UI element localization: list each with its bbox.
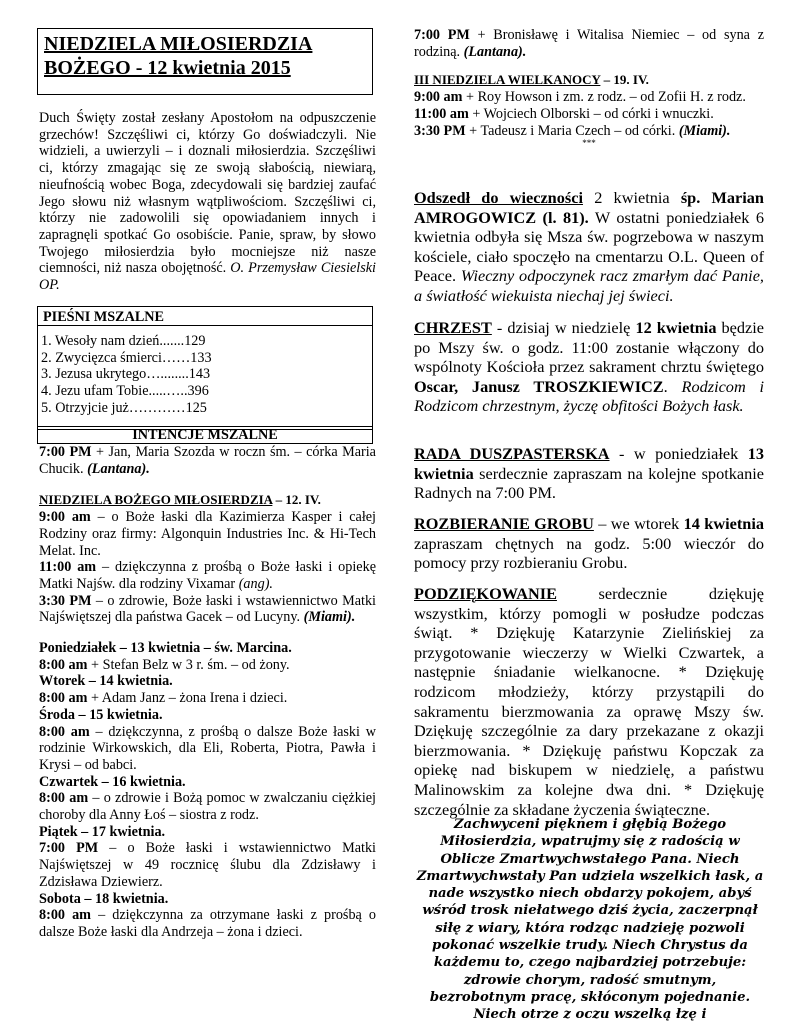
day-heading: Czwartek – 16 kwietnia.	[39, 773, 186, 790]
intention-entry: 8:00 am – dziękczynna, z prośbą o dalsze Boże łaski w rodzinie Wirkowskich, dla Eli, Roberta, Piotra, Pawła i Krysi – od babci.	[39, 723, 376, 773]
thanks-notice: PODZIĘKOWANIE serdecznie dziękuję wszystkim, którzy pomogli w posłudze podczas świąt. * Dziękuję Katarzynie Zielińskiej za przygotowanie wieczerzy w Wielki Czwartek, a następnie śniadanie wielkanocne. * Dziękuję rodzicom młodzieży, którzy przystąpili do sakramentu bierzmowania za oprawę Mszy św. Dziękuję szczególnie za dary przekazane z okazji bierzmowania. * Dziękuję państwu Kopczak za opiekę nad biskupem w niedzielę, a państwu Malinowskim za kolejne dwa dni. * Dziękuję szczególnie za składane życzenia świąteczne.	[414, 584, 764, 819]
hymn-item: 3. Jezusa ukrytego…........143	[41, 366, 211, 383]
bulletin-title-line1: NIEDZIELA MIŁOSIERDZIA	[44, 33, 313, 55]
intention-entry: 11:00 am + Wojciech Olborski – od córki i wnuczki.	[414, 105, 714, 122]
bulletin-title-box	[37, 28, 373, 95]
hymn-item: 2. Zwycięzca śmierci……133	[41, 349, 212, 366]
intention-entry: 3:30 PM – o zdrowie, Boże łaski i wstawiennictwo Matki Najświętszej dla państwa Gacek – od Lucyny. (Miami).	[39, 592, 376, 626]
intro-author: O. Przemysław Ciesielski OP.	[39, 260, 377, 294]
intro-text: Duch Święty został zesłany Apostołom na odpuszczenie grzechów! Szczęśliwi ci, którzy Go doświadczyli. Nie widzieli, a uwierzyli – i doznali miłosierdzia. Szczęśliwi ci, którzy zmagając się ze swoją słabością, niewiarą, nieufnością wobec Boga, zdecydowali się bardziej zaufać Jego słowu niż własnym wątpliwościom. Szczęśliwi ci, którzy nie zadowolili się opowiadaniem innych i zapragnęli spotkać Go osobiście. Panie, spraw, by słowo Twojego miłosierdzia było mocniejsze niż nasze ciemności, niż nasza obojętność.	[39, 110, 376, 277]
hymn-item: 5. Otrzyjcie już…………125	[41, 399, 207, 416]
intention-entry: 8:00 am + Adam Janz – żona Irena i dzieci.	[39, 690, 288, 707]
day-heading: Wtorek – 14 kwietnia.	[39, 673, 173, 690]
intention-entry: 7:00 PM + Jan, Maria Szozda w roczn śm. – córka Maria Chucik. (Lantana).	[39, 444, 376, 477]
intention-entry: 7:00 PM + Bronisławę i Witalisa Niemiec – od syna z rodziną. (Lantana).	[414, 27, 764, 60]
death-notice: Odszedł do wieczności 2 kwietnia śp. Marian AMROGOWICZ (l. 81). W ostatni poniedziałek 6 kwietnia odbyła się Msza św. pogrzebowa w naszym kościele, ciało spoczęło na cmentarzu O.L. Queen of Peace. Wieczny odpoczynek racz zmarłym dać Panie, a światłość wiekuista niechaj jej świeci.	[414, 188, 765, 305]
closing-wishes: Zachwyceni pięknem i głębią Bożego Miłosierdzia, wpatrujmy się z radością w Oblicze Zmartwychwstałego Pana. Niech Zmartwychwstały Pan udziela wszelkich łask, a nade wszystko niech obdarzy pokojem, abyś wśród trosk niełatwego dziś życia, zaczerpnął siłę z wiary, która rodząc nadzieję pozwoli pokonać wszelkie trudy. Niech Chrystus da każdemu to, czego najbardziej potrzebuje: zdrowie chorym, radość smutnym, bezrobotnym pracę, skłóconym pojednanie. Niech otrze z oczu wszelką łzę i	[416, 817, 764, 1023]
intro-reflection	[39, 110, 376, 294]
separator-stars: ***	[582, 138, 596, 149]
right-intentions	[414, 27, 764, 148]
intention-entry: 8:00 am + Stefan Belz w 3 r. śm. – od żony.	[39, 656, 290, 673]
intention-entry: 9:00 am + Roy Howson i zm. z rodz. – od Zofii H. z rodz.	[414, 89, 746, 106]
hymn-item: 1. Wesoły nam dzień.......129	[41, 333, 206, 349]
intention-entry: 8:00 am – o zdrowie i Bożą pomoc w zwalczaniu ciężkiej choroby dla Anny Łoś – siostra z rodz.	[39, 790, 376, 824]
hymns-heading: PIEŚNI MSZALNE	[38, 307, 372, 326]
bulletin-title-line2: BOŻEGO - 12 kwietnia 2015	[44, 57, 291, 79]
intention-entry: 8:00 am – dziękczynna za otrzymane łaski z prośbą o dalsze Boże łaski dla Andrzeja – żona i dzieci.	[39, 907, 377, 940]
baptism-notice: CHRZEST - dzisiaj w niedzielę 12 kwietnia będzie po Mszy św. o godz. 11:00 zostanie włączony do wspólnoty Kościoła przez sakrament chrztu świętego Oscar, Janusz TROSZKIEWICZ. Rodzicom i Rodzicom chrzestnym, życzę obfitości Bożych łask.	[414, 318, 765, 416]
day-heading: Sobota – 18 kwietnia.	[39, 890, 169, 907]
sunday-heading: NIEDZIELA BOŻEGO MIŁOSIERDZIA – 12. IV.	[39, 492, 321, 508]
intention-entry: 7:00 PM – o Boże łaski i wstawiennictwo Matki Najświętszej w 49 rocznicę ślubu dla Zdzisławy i Zdzisława Dziewierz.	[39, 840, 376, 890]
intentions-list	[39, 444, 376, 941]
day-heading: Środa – 15 kwietnia.	[39, 706, 163, 723]
day-heading: Poniedziałek – 13 kwietnia – św. Marcina.	[39, 640, 292, 657]
council-notice: RADA DUSZPASTERSKA - w poniedziałek 13 kwietnia serdecznie zapraszam na kolejne spotkanie Radnych na 7:00 PM.	[414, 444, 765, 503]
hymn-item: 4. Jezu ufam Tobie.....…..396	[41, 383, 209, 400]
third-sunday-heading: III NIEDZIELA WIELKANOCY – 19. IV.	[414, 72, 649, 88]
hymns-section	[37, 306, 373, 430]
intention-entry: 11:00 am – dziękczynna z prośbą o Boże łaski i opiekę Matki Najśw. dla rodziny Vixamar (ang).	[39, 559, 376, 592]
intention-entry: 9:00 am – o Boże łaski dla Kazimierza Kasper i całej Rodziny oraz firmy: Algonquin Industries Inc. & Hi-Tech Melat. Inc.	[39, 509, 376, 559]
tomb-notice: ROZBIERANIE GROBU – we wtorek 14 kwietnia zapraszam chętnych na godz. 5:00 wieczór do pomocy przy rozbieraniu Grobu.	[414, 514, 764, 573]
intentions-heading: INTENCJE MSZALNE	[37, 426, 373, 444]
intention-entry: 3:30 PM + Tadeusz i Maria Czech – od córki. (Miami).	[414, 122, 731, 139]
day-heading: Piątek – 17 kwietnia.	[39, 823, 166, 840]
